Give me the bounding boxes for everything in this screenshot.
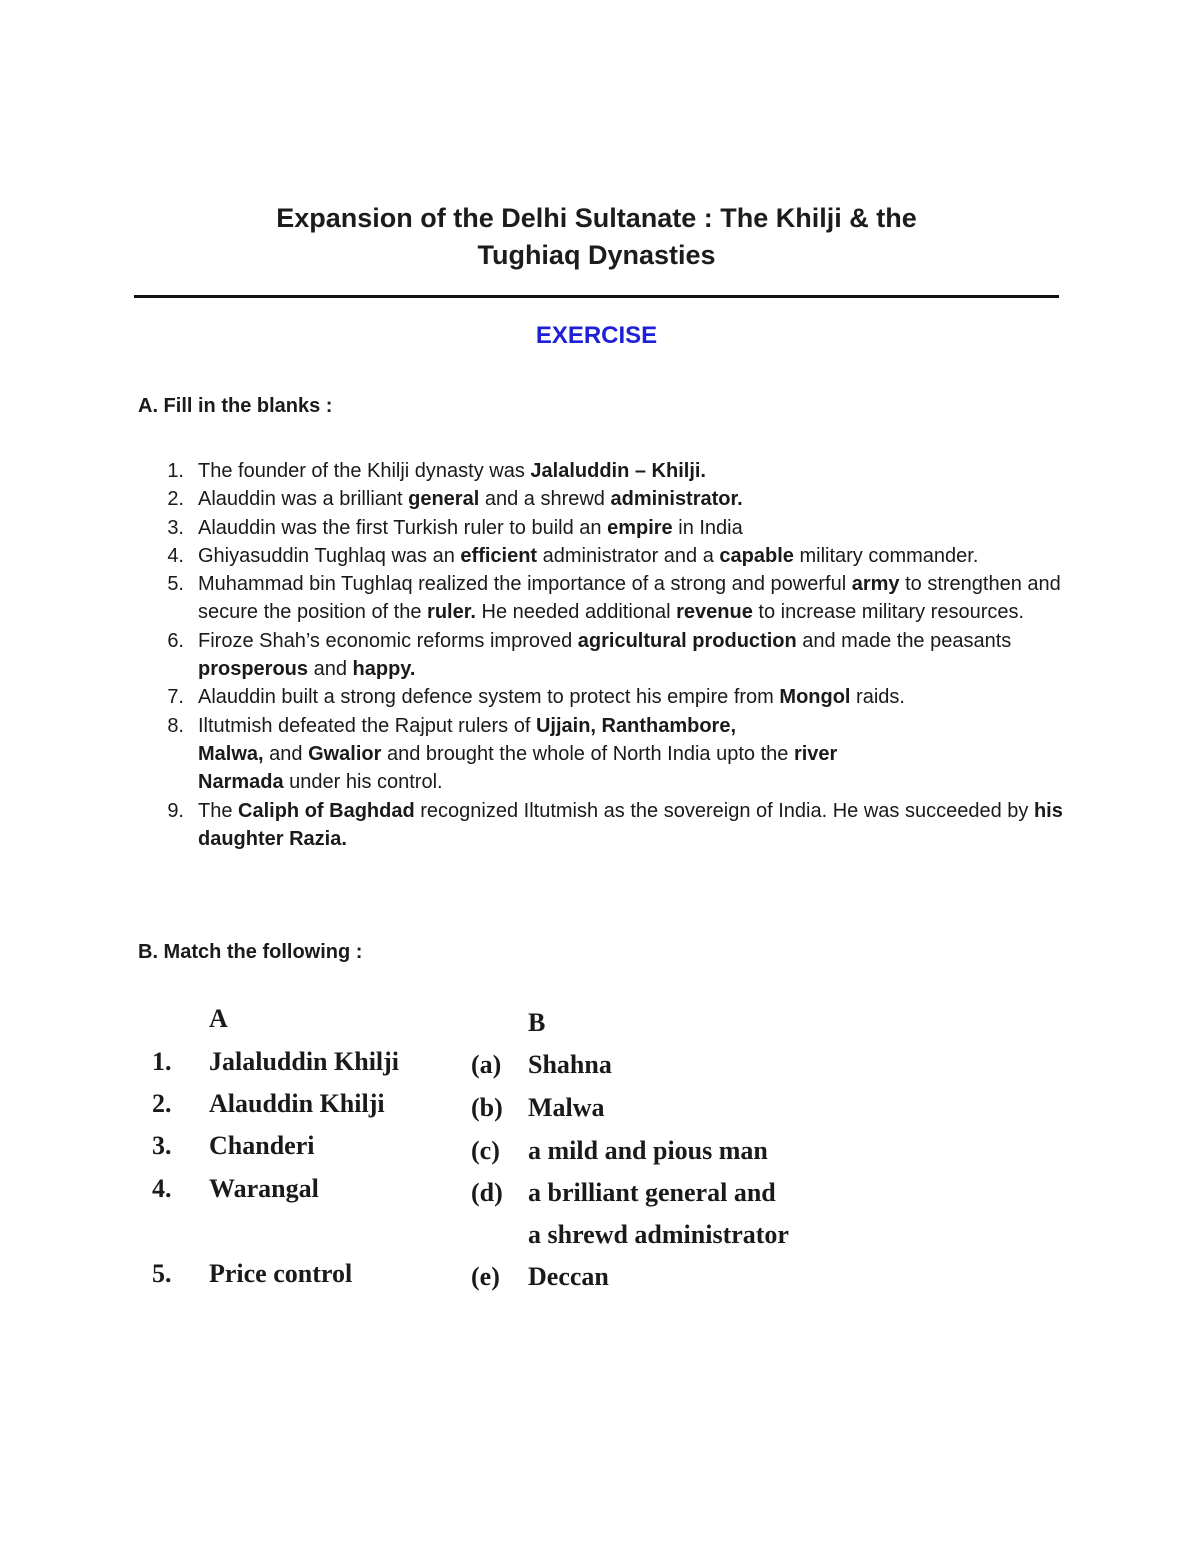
- list-item-number: 5.: [167, 573, 184, 596]
- fill-blank-item: [160, 683, 1070, 711]
- list-item-number: 8.: [167, 714, 184, 737]
- match-column-b-item: Shahna: [528, 1050, 612, 1079]
- fill-in-the-blanks-list: [160, 457, 1070, 853]
- answer-text: efficient: [460, 544, 538, 567]
- answer-text: his daughter Razia.: [198, 799, 1063, 850]
- answer-text: ruler.: [427, 601, 476, 624]
- answer-text: Malwa,: [198, 742, 264, 765]
- list-item-number: 1.: [167, 460, 184, 482]
- question-text: recognized Iltutmish as the sovereign of India. He was succeeded by: [414, 799, 1034, 822]
- question-text: The: [198, 799, 239, 822]
- answer-text: Ujjain, Ranthambore,: [535, 714, 736, 737]
- question-text: to strengthen and secure the position of the: [198, 573, 1061, 624]
- section-a-heading: A. Fill in the blanks :: [138, 395, 333, 417]
- column-b-header: B: [528, 1008, 546, 1037]
- match-column-b-item: a mild and pious man: [528, 1136, 768, 1165]
- fill-blank-item: [160, 514, 1070, 542]
- column-a-header: A: [209, 1004, 228, 1033]
- match-option-letter: (a): [471, 1050, 502, 1079]
- question-text: Alauddin was a brilliant: [198, 488, 409, 511]
- answer-text: Gwalior: [308, 742, 382, 765]
- answer-text: Mongol: [779, 686, 851, 709]
- fill-blank-item: [160, 712, 1070, 797]
- question-text: Ghiyasuddin Tughlaq was an: [198, 544, 461, 567]
- question-text: military commander.: [793, 544, 979, 567]
- question-text: and made the peasants: [796, 629, 1012, 652]
- fill-blank-item: [160, 542, 1070, 570]
- match-row-number: 5.: [152, 1259, 172, 1288]
- match-row-number: 3.: [152, 1131, 172, 1160]
- answer-text: agricultural production: [577, 629, 797, 652]
- match-row-number: 1.: [152, 1047, 172, 1076]
- fill-blank-item: [160, 485, 1070, 513]
- answer-text: Caliph of Baghdad: [238, 799, 415, 822]
- fill-blank-item: [160, 627, 1070, 684]
- answer-text: capable: [719, 544, 794, 567]
- answer-text: empire: [607, 516, 673, 539]
- match-option-letter: (e): [471, 1262, 500, 1291]
- list-item-number: 9.: [167, 799, 184, 822]
- question-text: raids.: [850, 686, 905, 709]
- list-item-number: 3.: [167, 516, 184, 539]
- match-option-letter: (b): [471, 1093, 503, 1122]
- page-title: [0, 200, 1193, 274]
- list-item-number: 4.: [167, 544, 184, 567]
- match-column-a-item: Warangal: [209, 1174, 319, 1203]
- title-divider: [134, 295, 1059, 298]
- question-text: Alauddin built a strong defence system to protect his empire from: [198, 686, 780, 709]
- question-text: Muhammad bin Tughlaq realized the importance of a strong and powerful: [198, 573, 852, 596]
- match-column-b-item: a brilliant general and: [528, 1178, 776, 1207]
- fill-blank-item: [160, 457, 1070, 485]
- question-text: He needed additional: [475, 601, 677, 624]
- match-column-a-item: Chanderi: [209, 1131, 315, 1160]
- question-text: in India: [672, 516, 743, 539]
- question-text: and brought the whole of North India upto the: [381, 742, 794, 765]
- question-text: and: [263, 742, 309, 765]
- section-b-heading: B. Match the following :: [138, 941, 363, 963]
- question-text: to increase military resources.: [752, 601, 1025, 624]
- answer-text: administrator.: [610, 488, 743, 511]
- fill-blank-item: [160, 570, 1070, 627]
- question-text: Alauddin was the first Turkish ruler to build an: [198, 516, 608, 539]
- list-item-number: 6.: [167, 629, 184, 652]
- page-title-line-1: Expansion of the Delhi Sultanate : The Khilji & the: [276, 203, 917, 233]
- question-text: under his control.: [283, 771, 443, 794]
- question-text: and: [308, 658, 353, 681]
- question-text: administrator and a: [537, 544, 720, 567]
- match-column-a-item: Alauddin Khilji: [209, 1089, 385, 1118]
- answer-text: prosperous: [198, 658, 309, 681]
- page-title-line-2: Tughiaq Dynasties: [477, 240, 716, 270]
- answer-text: general: [408, 488, 480, 511]
- answer-text: happy.: [352, 658, 416, 681]
- question-text: The founder of the Khilji dynasty was: [198, 460, 531, 482]
- match-option-letter: (d): [471, 1178, 503, 1207]
- match-column-b-item: Malwa: [528, 1093, 605, 1122]
- match-row-number: 2.: [152, 1089, 172, 1118]
- match-column-b-item: Deccan: [528, 1262, 609, 1291]
- match-column-a-item: Jalaluddin Khilji: [209, 1047, 400, 1076]
- match-column-a-item: Price control: [209, 1259, 353, 1288]
- match-column-b-item-continued: a shrewd administrator: [528, 1220, 789, 1249]
- question-text: Firoze Shah’s economic reforms improved: [198, 629, 578, 652]
- match-option-letter: (c): [471, 1136, 500, 1165]
- fill-blank-item: [160, 797, 1070, 854]
- answer-text: river: [793, 742, 838, 765]
- answer-text: revenue: [676, 601, 753, 624]
- answer-text: Narmada: [198, 771, 284, 794]
- exercise-heading: EXERCISE: [535, 322, 658, 349]
- question-text: and a shrewd: [479, 488, 611, 511]
- answer-text: Jalaluddin – Khilji.: [530, 460, 706, 482]
- question-text: Iltutmish defeated the Rajput rulers of: [198, 714, 536, 737]
- list-item-number: 2.: [167, 488, 184, 511]
- match-row-number: 4.: [152, 1174, 172, 1203]
- answer-text: army: [851, 573, 900, 596]
- list-item-number: 7.: [167, 686, 184, 709]
